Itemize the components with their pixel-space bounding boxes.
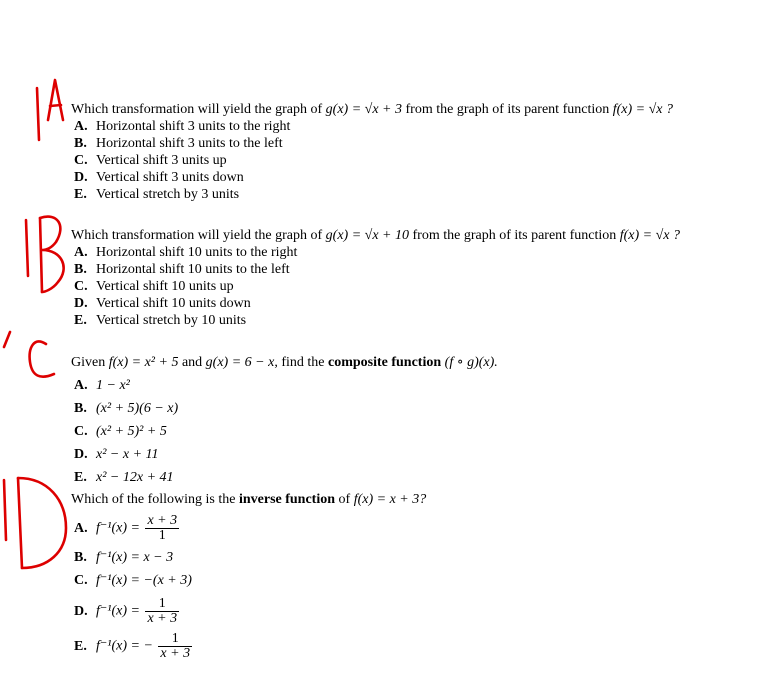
math-f: f(x) = √x ?	[619, 228, 680, 243]
math-g: g(x) = √x + 3	[325, 102, 402, 117]
question-1a	[71, 101, 673, 203]
math-composite: (f ∘ g)(x).	[444, 355, 498, 370]
option-a[interactable]: A. 1 − x²	[74, 378, 130, 393]
option-e[interactable]: E. Vertical stretch by 3 units	[74, 187, 240, 202]
question-1c	[71, 351, 498, 489]
option-c[interactable]: C. (x² + 5)² + 5	[74, 424, 167, 439]
option-e[interactable]: E. Vertical stretch by 10 units	[74, 313, 247, 328]
inverse-function-bold: inverse function	[238, 492, 336, 507]
question-stem: Given f(x) = x² + 5 and g(x) = 6 − x, find the composite function (f ∘ g)(x).	[71, 355, 498, 370]
annotation-1c	[4, 332, 54, 377]
fraction: $\frac{x + 3}{1}$	[147, 513, 178, 543]
math-f: f(x) = x + 3?	[353, 492, 427, 507]
math-f: f(x) = x² + 5	[108, 355, 179, 370]
option-b[interactable]: B. (x² + 5)(6 − x)	[74, 401, 179, 416]
question-stem: Which transformation will yield the graph of g(x) = √x + 3 from the graph of its parent function f(x) = √x ?	[71, 102, 673, 117]
question-stem: Which of the following is the inverse function of f(x) = x + 3?	[71, 492, 427, 507]
option-b[interactable]: B. Horizontal shift 10 units to the left	[74, 262, 290, 277]
option-a[interactable]: A. Horizontal shift 10 units to the right	[74, 245, 298, 260]
option-b[interactable]: B. f⁻¹(x) = x − 3	[74, 550, 174, 565]
option-c[interactable]: C. f⁻¹(x) = −(x + 3)	[74, 573, 192, 588]
option-d[interactable]: D. Vertical shift 3 units down	[74, 170, 244, 185]
option-c[interactable]: C. Vertical shift 10 units up	[74, 279, 234, 294]
option-c[interactable]: C. Vertical shift 3 units up	[74, 153, 227, 168]
option-d[interactable]: D. x² − x + 11	[74, 447, 159, 462]
fraction: $\frac{1}{x + 3}$	[147, 596, 178, 626]
option-b[interactable]: B. Horizontal shift 3 units to the left	[74, 136, 283, 151]
math-f: f(x) = √x ?	[612, 102, 673, 117]
annotation-1b	[26, 217, 64, 292]
option-a[interactable]: A. f⁻¹(x) = $\frac{x + 3}{1}$	[74, 513, 178, 543]
fraction: $\frac{1}{x + 3}$	[160, 631, 191, 661]
annotation-1d	[4, 478, 66, 568]
question-1d	[71, 491, 426, 661]
math-g: g(x) = 6 − x	[205, 355, 275, 370]
option-e[interactable]: E. x² − 12x + 41	[74, 470, 174, 485]
question-1b	[71, 227, 680, 329]
annotation-1a	[37, 80, 63, 140]
option-d[interactable]: D. Vertical shift 10 units down	[74, 296, 251, 311]
math-g: g(x) = √x + 10	[325, 228, 409, 243]
option-e[interactable]: E. f⁻¹(x) = − $\frac{1}{x + 3}$	[74, 631, 191, 661]
question-stem: Which transformation will yield the graph of g(x) = √x + 10 from the graph of its parent function f(x) = √x ?	[71, 228, 680, 243]
composite-function-bold: composite function	[327, 355, 442, 370]
option-a[interactable]: A. Horizontal shift 3 units to the right	[74, 119, 291, 134]
option-d[interactable]: D. f⁻¹(x) = $\frac{1}{x + 3}$	[74, 596, 178, 626]
